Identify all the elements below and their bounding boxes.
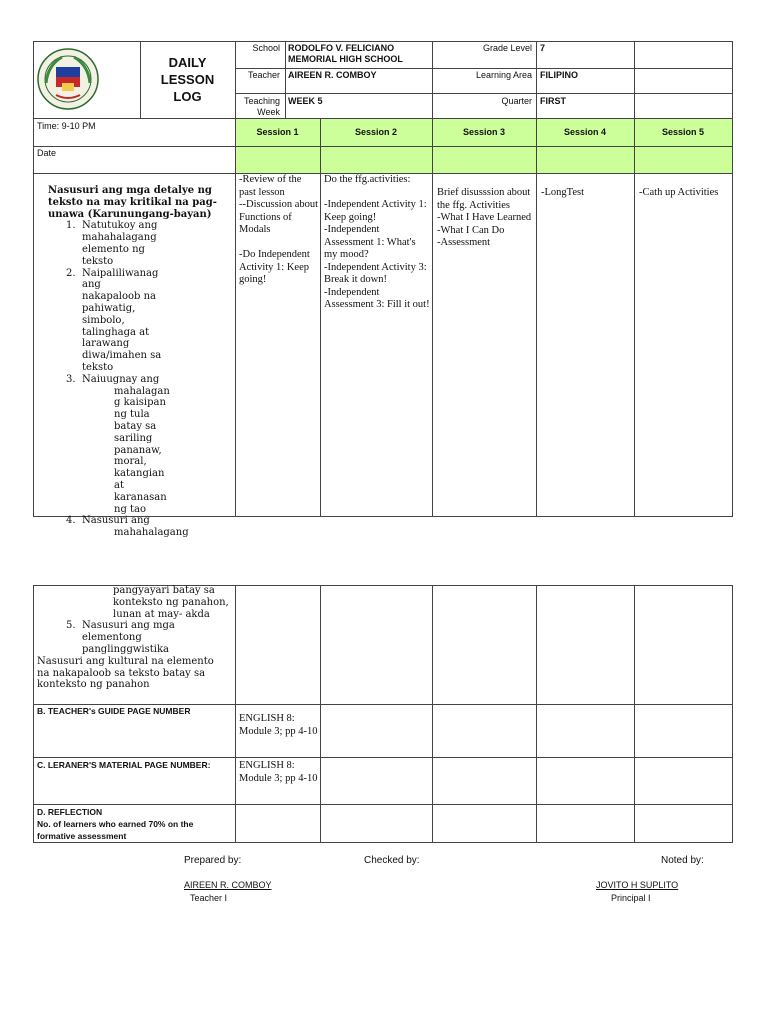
noted-by-title: Principal I <box>611 893 651 903</box>
reflection-label: D. REFLECTION No. of learners who earned 70% on the formative assessment <box>37 807 194 841</box>
quarter-value: FIRST <box>540 96 566 106</box>
session-header-1: Session 1 <box>256 127 299 137</box>
grade-value: 7 <box>540 43 546 53</box>
session-header-2: Session 2 <box>354 127 398 137</box>
objectives-heading: Nasusuri ang mga detalye ng teksto na may kritikal na pag-unawa (Karunungang-bayan) <box>48 185 217 220</box>
prepared-by-label: Prepared by: <box>184 855 242 866</box>
session-4-content: -LongTest <box>541 187 585 198</box>
teaching-week-label: Teaching Week <box>243 96 280 117</box>
objectives-cell <box>37 185 233 539</box>
objective-item: 4. Nasusuri ang mahahalagang <box>66 515 189 539</box>
objective-item: 3. Naiuugnay ang mahalagan g kaisipan ng tula batay sa sariling pananaw, moral, katangian at karanasan ng tao <box>66 373 170 515</box>
school-seal-logo <box>36 47 100 111</box>
date-label: Date <box>37 148 57 158</box>
learning-area-label: Learning Area <box>475 70 532 80</box>
checked-by-label: Checked by: <box>364 855 420 866</box>
objective-item: 2. Naipaliliwanag ang nakapaloob na pahiwatig, simbolo, talinghaga at larawang diwa/imahen sa teksto <box>66 267 162 373</box>
session-5-content: -Cath up Activities <box>639 187 719 198</box>
objectives-continued-cell: pangyayari batay sa konteksto ng panahon, lunan at may- akda 5. Nasusuri ang mga elementong panglinggwistika Nasusuri ang kultural na elemento na nakapaloob sa teksto batay sa konteksto ng panahon <box>37 585 229 691</box>
time-label: Time: 9-10 PM <box>37 121 96 131</box>
objectives-closing: Nasusuri ang kultural na elemento na nakapaloob sa teksto batay sa konteksto ng panahon <box>37 655 214 691</box>
objectives-list <box>66 220 233 539</box>
grade-label: Grade Level <box>482 43 532 53</box>
session-header-4: Session 4 <box>563 127 607 137</box>
noted-by-label: Noted by: <box>661 855 704 866</box>
learner-material-label: C. LERANER'S MATERIAL PAGE NUMBER: <box>37 760 211 770</box>
session-header-3: Session 3 <box>462 127 506 137</box>
session-header-5: Session 5 <box>661 127 705 137</box>
teacher-label: Teacher <box>247 70 280 80</box>
learning-area-value: FILIPINO <box>540 70 578 80</box>
school-label: School <box>252 43 280 53</box>
quarter-label: Quarter <box>501 96 532 106</box>
objective-item: 5. Nasusuri ang mga elementong panglinggwistika <box>66 620 175 655</box>
learner-material-value: ENGLISH 8: Module 3; pp 4-10 <box>239 760 318 784</box>
noted-by-name: JOVITO H SUPLITO <box>596 880 679 890</box>
page-title: DAILY LESSON LOG <box>160 55 215 104</box>
prepared-by-name: AIREEN R. COMBOY <box>184 880 272 890</box>
teacher-guide-label: B. TEACHER's GUIDE PAGE NUMBER <box>37 706 191 716</box>
school-value: RODOLFO V. FELICIANO MEMORIAL HIGH SCHOOL <box>288 43 403 64</box>
teaching-week-value: WEEK 5 <box>288 96 323 106</box>
session-2-content: Do the ffg.activities: -Independent Activity 1: Keep going! -Independent Assessment 1: What's my mood? -Independent Activity 3: Break it down! -Independent Assessment 3: Fill it out! <box>324 174 430 310</box>
teacher-value: AIREEN R. COMBOY <box>288 70 377 80</box>
prepared-by-title: Teacher I <box>190 893 228 903</box>
session-3-content: Brief disusssion about the ffg. Activities -What I Have Learned -What I Can Do -Assessment <box>437 187 532 248</box>
objective-item: 1. Natutukoy ang mahahalagang elemento ng teksto <box>66 220 158 267</box>
session-1-content: -Review of the past lesson --Discussion about Functions of Modals -Do Independent Activity 1: Keep going! <box>239 174 319 285</box>
teacher-guide-value: ENGLISH 8: Module 3; pp 4-10 <box>239 713 318 737</box>
